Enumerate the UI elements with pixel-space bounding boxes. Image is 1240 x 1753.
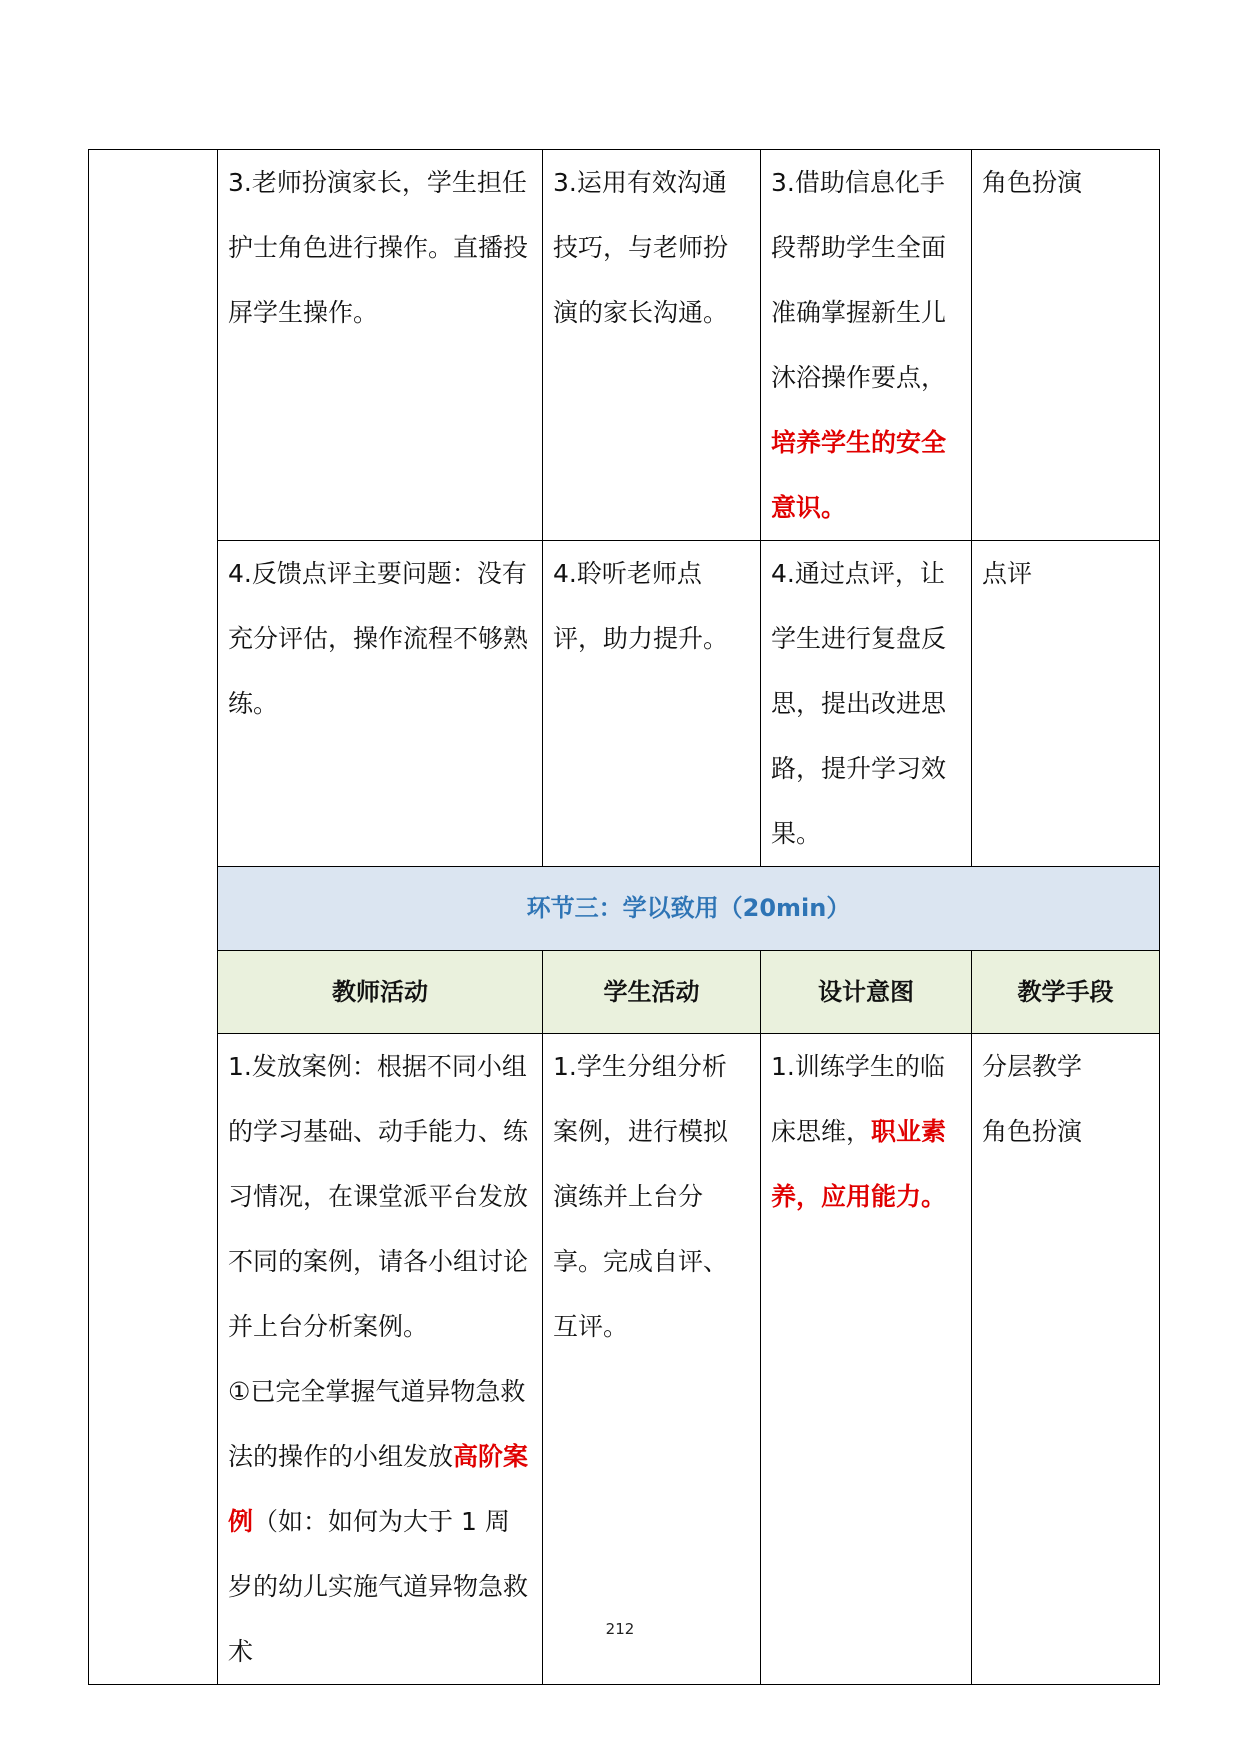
advanced-case-emphasis: 高阶案例 (228, 1442, 529, 1536)
student-activity-cell: 3.运用有效沟通技巧，与老师扮演的家长沟通。 (543, 150, 761, 541)
student-activity-cell: 1.学生分组分析案例，进行模拟演练并上台分享。完成自评、互评。 (543, 1034, 761, 1685)
teaching-means-cell: 角色扮演 (972, 150, 1160, 541)
design-intent-emphasis: 培养学生的安全意识。 (771, 428, 947, 522)
table-row (89, 150, 1160, 541)
teacher-activity-cell: 1.发放案例：根据不同小组的学习基础、动手能力、练习情况，在课堂派平台发放不同的案例，请各小组讨论并上台分析案例。 ①已完全掌握气道异物急救法的操作的小组发放高阶案例（如：如何为大于 1 周岁的幼儿实施气道异物急救术 (218, 1034, 543, 1685)
teaching-means-cell: 分层教学 角色扮演 (972, 1034, 1160, 1685)
section-header-row (89, 867, 1160, 951)
column-header-row (89, 951, 1160, 1034)
table-row (89, 1034, 1160, 1685)
section-title: 环节三：学以致用（20min） (218, 867, 1160, 951)
teacher-activity-cell: 3.老师扮演家长，学生担任护士角色进行操作。直播投屏学生操作。 (218, 150, 543, 541)
design-intent-text: 3.借助信息化手段帮助学生全面准确掌握新生儿沐浴操作要点， (771, 168, 947, 392)
lesson-plan-table (88, 149, 1160, 1685)
header-teacher-activity: 教师活动 (218, 951, 543, 1034)
design-intent-cell: 1.训练学生的临床思维，职业素养，应用能力。 (761, 1034, 972, 1685)
design-intent-cell (761, 150, 972, 541)
page-number: 212 (605, 1620, 635, 1638)
student-activity-cell: 4.聆听老师点评，助力提升。 (543, 541, 761, 867)
teaching-means-cell: 点评 (972, 541, 1160, 867)
table-row (89, 541, 1160, 867)
design-intent-cell: 4.通过点评，让学生进行复盘反思，提出改进思路，提升学习效果。 (761, 541, 972, 867)
header-student-activity: 学生活动 (543, 951, 761, 1034)
header-teaching-means: 教学手段 (972, 951, 1160, 1034)
header-design-intent: 设计意图 (761, 951, 972, 1034)
teacher-activity-cell: 4.反馈点评主要问题：没有充分评估，操作流程不够熟练。 (218, 541, 543, 867)
advanced-case-paragraph: ①已完全掌握气道异物急救法的操作的小组发放高阶案例（如：如何为大于 1 周岁的幼儿实施气道异物急救术 (228, 1377, 529, 1666)
design-intent-emphasis: 职业素养，应用能力。 (771, 1117, 947, 1211)
stage-label-cell (89, 150, 218, 1685)
